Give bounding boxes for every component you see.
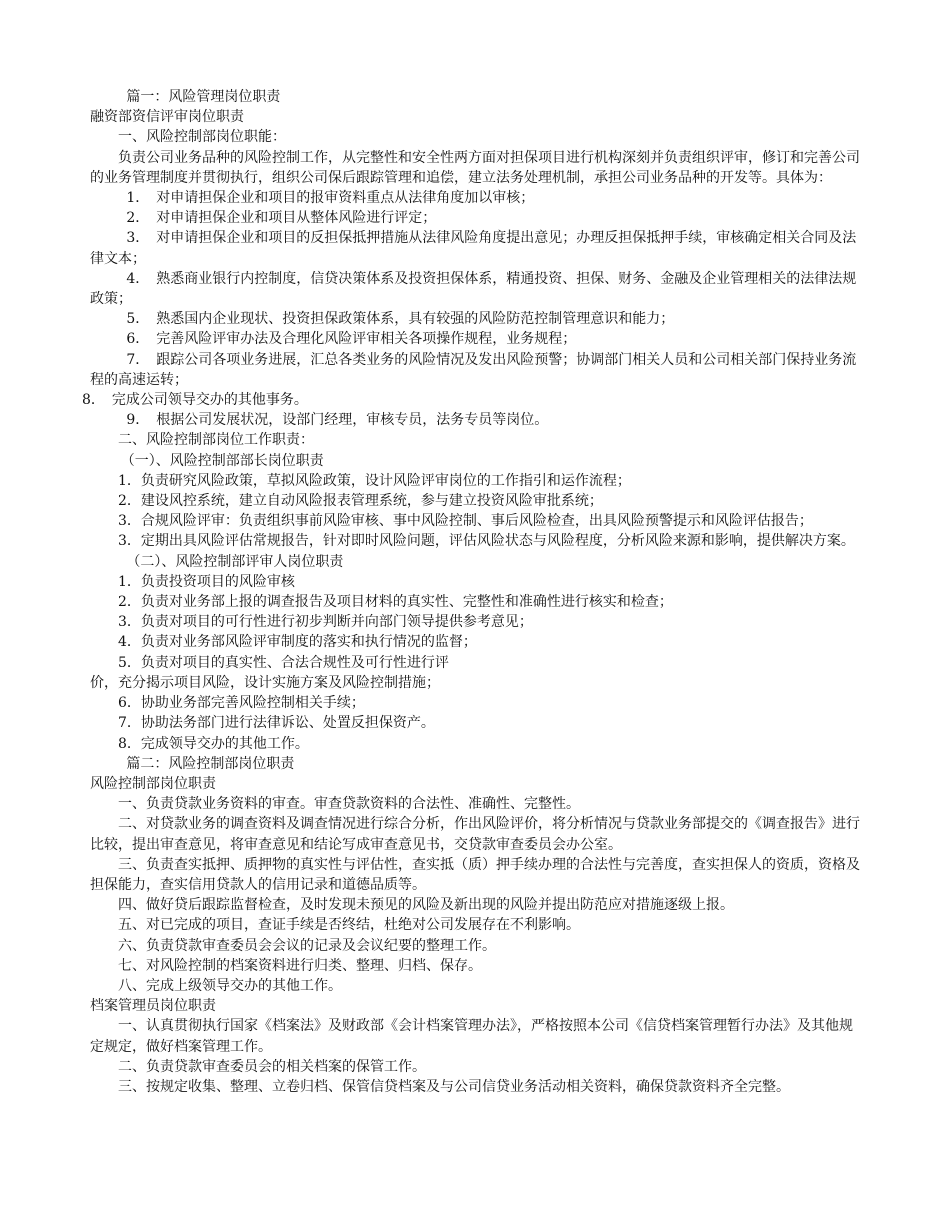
list-item: 5． 熟悉国内企业现状、投资担保政策体系，具有较强的风险防范控制管理意识和能力； xyxy=(126,311,675,328)
paragraph: 三、负责查实抵押、质押物的真实性与评估性，查实抵（质）押手续办理的合法性与完善度，查实担保人的资质，资格及担保能力，查实信用贷款人的信用记录和道德品质等。 xyxy=(90,856,860,893)
paragraph: 六、负责贷款审查委员会会议的记录及会议纪要的整理工作。 xyxy=(118,937,496,954)
list-item: 4． 熟悉商业银行内控制度，信贷决策体系及投资担保体系，精通投资、担保、财务、金融及企业管理相关的法律法规政策； xyxy=(90,270,857,308)
list-item: 3． 对申请担保企业和项目的反担保抵押措施从法律风险角度提出意见；办理反担保抵押手续，审核确定相关合同及法律文本； xyxy=(90,230,857,267)
list-item: 1．负责研究风险政策，草拟风险政策，设计风险评审岗位的工作指引和运作流程； xyxy=(118,472,631,489)
section-title-1: 篇一：风险管理岗位职责 xyxy=(126,89,281,105)
list-item: 4．负责对业务部风险评审制度的落实和执行情况的监督； xyxy=(118,634,477,651)
subheading: （一）、风险控制部部长岗位职责 xyxy=(120,452,324,469)
subsection-title: 融资部资信评审岗位职责 xyxy=(90,109,244,126)
section-title-2: 篇二：风险控制部岗位职责 xyxy=(126,755,295,772)
list-item: 8． 完成公司领导交办的其他事务。 xyxy=(82,392,308,409)
paragraph: 七、对风险控制的档案资料进行归类、整理、归档、保存。 xyxy=(118,957,482,974)
list-item: 3．定期出具风险评估常规报告，针对即时风险问题，评估风险状态与风险程度，分析风险来源和影响，提供解决方案。 xyxy=(118,533,855,550)
paragraph: 三、按规定收集、整理、立卷归档、保管信贷档案及与公司信贷业务活动相关资料，确保贷款资料齐全完整。 xyxy=(118,1078,790,1095)
list-item: 6． 完善风险评审办法及合理化风险评审相关各项操作规程，业务规程； xyxy=(126,331,577,348)
document-page xyxy=(82,87,865,1097)
list-item: 5．负责对项目的真实性、合法合规性及可行性进行评 xyxy=(118,654,449,671)
paragraph: 二、对贷款业务的调查资料及调查情况进行综合分析，作出风险评价，将分析情况与贷款业务部提交的《调查报告》进行比较，提出审查意见，将审查意见和结论写成审查意见书，交贷款审查委员会办公室。 xyxy=(90,816,860,853)
paragraph: 一、认真贯彻执行国家《档案法》及财政部《会计档案管理办法》，严格按照本公司《信贷档案管理暂行办法》及其他规定规定，做好档案管理工作。 xyxy=(90,1018,853,1055)
paragraph: 四、做好贷后跟踪监督检查，及时发现未预见的风险及新出现的风险并提出防范应对措施逐级上报。 xyxy=(118,897,734,914)
list-item: 1． 对申请担保企业和项目的报审资料重点从法律角度加以审核； xyxy=(126,190,535,207)
list-item: 8．完成领导交办的其他工作。 xyxy=(118,735,309,752)
list-item: 7．协助法务部门进行法律诉讼、处置反担保资产。 xyxy=(118,715,435,732)
paragraph: 二、负责贷款审查委员会的相关档案的保管工作。 xyxy=(118,1058,426,1075)
paragraph: 八、完成上级领导交办的其他工作。 xyxy=(118,977,342,994)
heading: 二、风险控制部岗位工作职责： xyxy=(118,432,314,449)
list-item: 9． 根据公司发展状况，设部门经理，审核专员，法务专员等岗位。 xyxy=(126,412,549,429)
paragraph: 五、对已完成的项目，查证手续是否终结，杜绝对公司发展存在不利影响。 xyxy=(118,917,580,934)
list-item: 2．建设风控系统，建立自动风险报表管理系统，参与建立投资风险审批系统； xyxy=(118,493,603,510)
subsection-title: 档案管理员岗位职责 xyxy=(90,998,216,1015)
list-item: 6．协助业务部完善风险控制相关手续； xyxy=(118,695,365,712)
list-item: 7． 跟踪公司各项业务进展，汇总各类业务的风险情况及发出风险预警；协调部门相关人员和公司相关部门保持业务流程的高速运转； xyxy=(90,351,857,388)
list-item-continued: 价，充分揭示项目风险，设计实施方案及风险控制措施； xyxy=(90,674,440,691)
paragraph: 负责公司业务品种的风险控制工作，从完整性和安全性两方面对担保项目进行机构深刻并负责组织评审，修订和完善公司的业务管理制度并贯彻执行，组织公司保后跟踪管理和追偿，建立法务处理机制，承担公司业务品种的开发等。具体为： xyxy=(90,149,860,186)
list-item: 2．负责对业务部上报的调查报告及项目材料的真实性、完整性和准确性进行核实和检查； xyxy=(118,594,673,611)
list-item: 3．合规风险评审：负责组织事前风险审核、事中风险控制、事后风险检查，出具风险预警提示和风险评估报告； xyxy=(118,513,813,530)
heading: 一、风险控制部岗位职能： xyxy=(118,129,286,146)
list-item: 1．负责投资项目的风险审核 xyxy=(118,573,295,590)
list-item: 2． 对申请担保企业和项目从整体风险进行评定； xyxy=(126,210,437,227)
subheading: （二）、风险控制部评审人岗位职责 xyxy=(126,553,344,570)
paragraph: 一、负责贷款业务资料的审查。审查贷款资料的合法性、准确性、完整性。 xyxy=(118,796,580,813)
list-item: 3．负责对项目的可行性进行初步判断并向部门领导提供参考意见； xyxy=(118,614,533,631)
subsection-title: 风险控制部岗位职责 xyxy=(90,775,216,792)
